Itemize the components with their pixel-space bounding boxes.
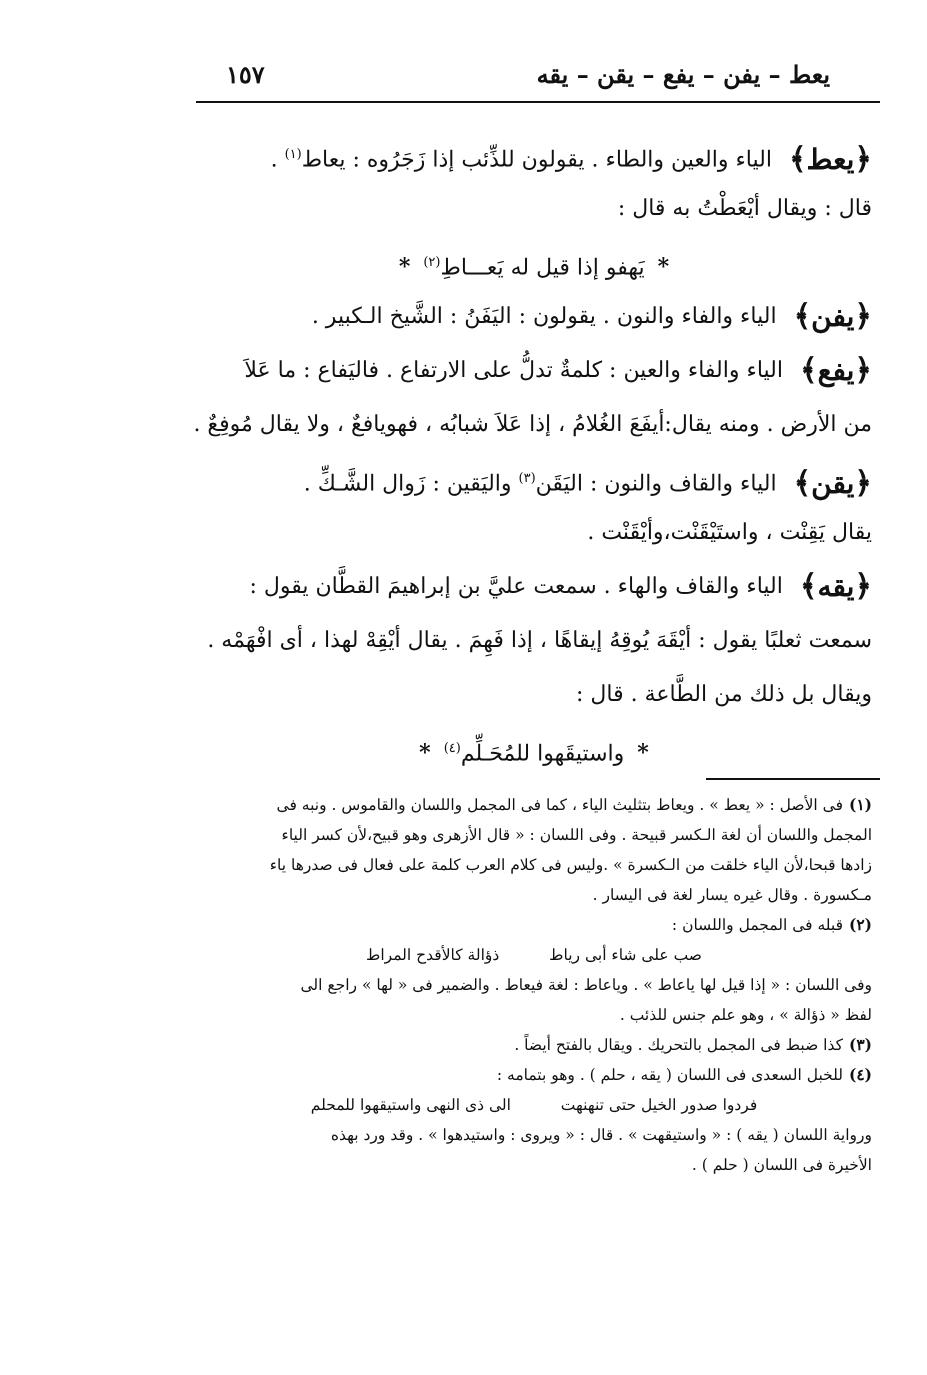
footnote-verse (196, 1090, 872, 1120)
headword: ﴿يقن﴾ (793, 466, 872, 502)
footnote-text: فى الأصل : « يعط » . ويعاط بتثليث الياء ، كما فى المجمل واللسان والقاموس . ونبه فى (276, 796, 843, 814)
headword: ﴿يعط﴾ (788, 142, 872, 178)
asterisk: * (398, 254, 411, 281)
footnotes (196, 790, 872, 1180)
page-number: ١٥٧ (226, 60, 265, 89)
entry-text: الياء والقاف والنون : اليَقَن (535, 471, 777, 497)
footnote-ref: (٤) (443, 741, 461, 756)
asterisk: * (419, 740, 431, 767)
entry-text: يقال يَقِنْت ، واستَيْقَنْت،وأيْقَنْت . (587, 520, 872, 545)
header-titles: يعط – يفن – يفع – يقن – يقه (536, 60, 830, 89)
footnote-line (196, 1030, 872, 1060)
asterisk: * (657, 254, 670, 281)
footnote-line (196, 880, 872, 910)
entry-line (196, 452, 872, 506)
entry-line (196, 560, 872, 614)
entry-text: ويقال بل ذلك من الطَّاعة . قال : (576, 682, 872, 707)
footnote-text: كذا ضبط فى المجمل بالتحريك . ويقال بالفتح أيضاً . (514, 1036, 843, 1054)
entry-line (196, 506, 872, 560)
footnote-line (196, 790, 872, 820)
verse-text: واستيقَهوا للمُحَـلِّم (460, 741, 625, 767)
hemistich: فردوا صدور الخيل حتى تنهنهت (560, 1096, 758, 1114)
footnote-text: لفظ « ذؤالة » ، وهو علم جنس للذئب . (619, 1006, 872, 1024)
footnote-ref: (٢) (423, 255, 441, 270)
footnote-text: للخبل السعدى فى اللسان ( يقه ، حلم ) . وهو بتمامه : (496, 1066, 843, 1084)
entry-text: الياء والفاء والنون . يقولون : اليَفَنُ : الشَّيخ الـكبير . (311, 304, 777, 329)
entry-line (196, 614, 872, 668)
footnote-text: زادها قبحا،لأن الياء خلقت من الـكسرة » .وليس فى كلام العرب كلمة على فعال فى صدرها ياء (269, 856, 872, 874)
hemistich: صب على شاء أبى رياط (549, 946, 702, 964)
entry-line (196, 344, 872, 398)
footnote-line (196, 820, 872, 850)
entry-text: الياء والفاء والعين : كلمةٌ تدلُّ على الارتفاع . فاليَفاع : ما عَلاَ (244, 358, 783, 383)
footnote-text: ورواية اللسان ( يقه ) : « واستيقهت » . قال : « ويروى : واستيدهوا » . وقد ورد بهذه (330, 1126, 872, 1144)
headword: ﴿يفع﴾ (799, 353, 872, 388)
entry-line (196, 182, 872, 236)
entry-text: من الأرض . ومنه يقال:أيفَعَ الغُلامُ ، إذا عَلاَ شبابُه ، فهويافعٌ ، ولا يقال مُوفِعٌ . (193, 412, 872, 437)
footnote-ref: (٣) (518, 471, 536, 486)
entry-text: الياء والقاف والهاء . سمعت عليَّ بن إبراهيمَ القطَّان يقول : (249, 574, 783, 599)
hemistich: الى ذى النهى واستيقهوا للمحلم (310, 1096, 511, 1114)
headword: ﴿يفن﴾ (793, 299, 872, 334)
footnote-text: الأخيرة فى اللسان ( حلم ) . (691, 1156, 872, 1174)
footnote-rule (706, 778, 880, 780)
footnote-line (196, 1150, 872, 1180)
footnote-line (196, 850, 872, 880)
entry-text: واليَقين : زَوال الشَّـكِّ . (303, 471, 512, 497)
hemistich: ذؤالة كالأقدح المراط (366, 946, 500, 964)
entry-line (196, 668, 872, 722)
footnote-number: (١) (848, 795, 872, 814)
footnote-verse (196, 940, 872, 970)
footnote-line (196, 970, 872, 1000)
entry-line: ﴿يعط﴾ الياء والعين والطاء . يقولون للذِّئب إذا زَجَرُوه : يعاط$^{(١)}$ . (270, 142, 872, 178)
main-text (193, 128, 872, 776)
footnote-text: وفى اللسان : « إذا قيل لها ياعاط » . وياعاط : لغة فيعاط . والضمير فى « لها » راجع الى (300, 976, 872, 994)
headword: ﴿يقه﴾ (799, 569, 872, 604)
entry-text: سمعت ثعلبًا يقول : أيْقَهَ يُوقِهُ إيقاهًا ، إذا فَهِمَ . يقال أيْقِهْ لهذا ، أى افْهَمْه . (207, 628, 872, 653)
footnote-line (196, 1060, 872, 1090)
header-rule (196, 101, 880, 103)
footnote-text: المجمل واللسان أن لغة الـكسر قبيحة . وفى اللسان : « قال الأزهرى وهو قبيح،لأن كسر الياء (281, 826, 872, 844)
running-header (196, 56, 880, 100)
asterisk: * (637, 740, 649, 767)
verse-text: يَهفو إذا قيل له يَعـــاطِ (440, 255, 645, 281)
footnote-number: (٤) (848, 1065, 872, 1084)
footnote-line (196, 910, 872, 940)
entry-text: قال : ويقال أيْعَطْتُ به قال : (617, 196, 872, 221)
footnote-text: قبله فى المجمل واللسان : (671, 916, 843, 934)
entry-line (193, 398, 872, 452)
footnote-ref: (١) (284, 147, 302, 162)
entry-line (196, 290, 872, 344)
footnote-number: (٢) (848, 915, 872, 934)
entry-text: الياء والعين والطاء . يقولون للذِّئب إذا زَجَرُوه : يعاط (301, 147, 772, 173)
footnote-line (196, 1000, 872, 1030)
footnote-text: مـكسورة . وقال غيره يسار لغة فى اليسار . (592, 886, 872, 904)
footnote-number: (٣) (848, 1035, 872, 1054)
footnote-line (196, 1120, 872, 1150)
verse-line (196, 722, 872, 776)
verse-line (196, 236, 872, 290)
